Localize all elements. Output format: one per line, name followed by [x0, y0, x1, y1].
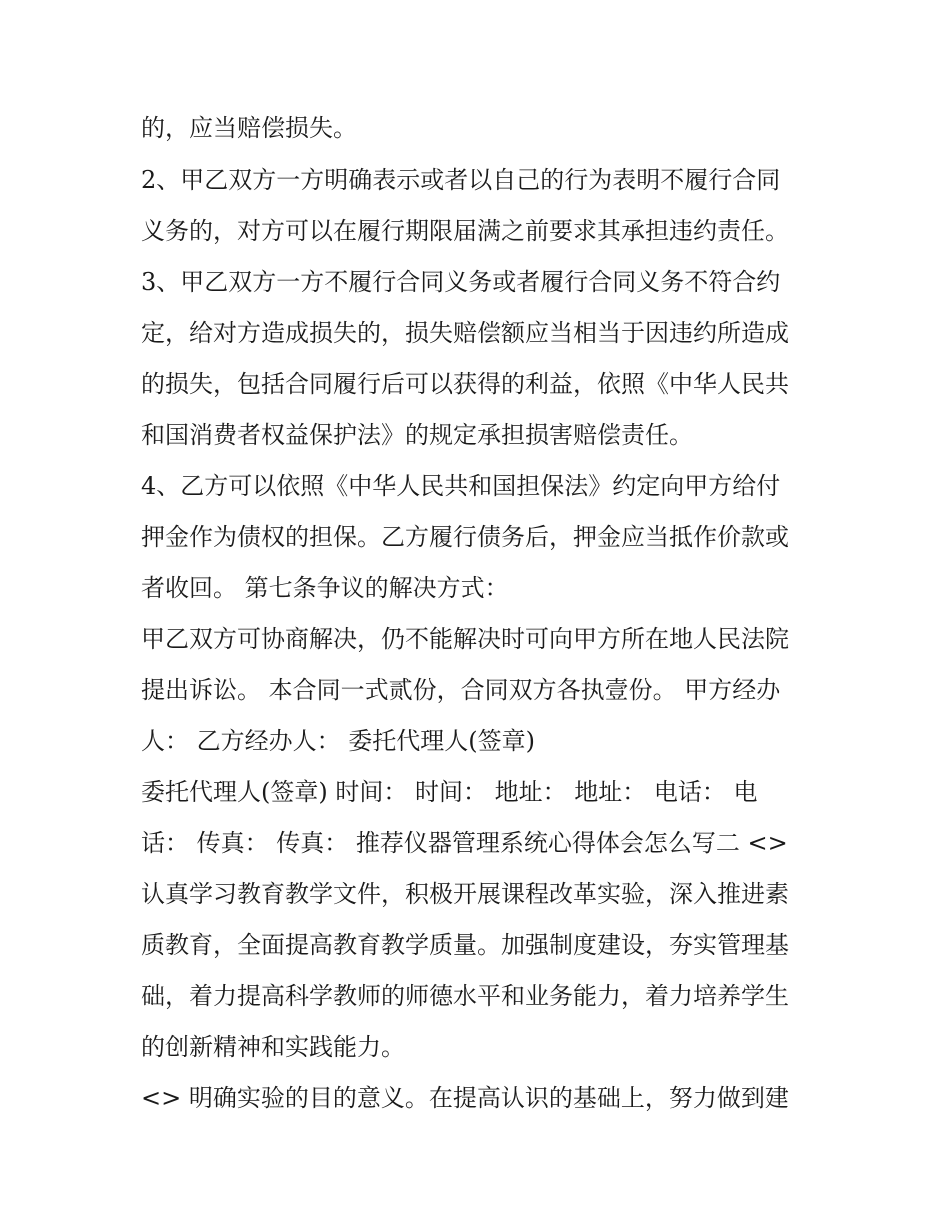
text-line: 委托代理人(签章) 时间： 时间： 地址： 地址： 电话： 电: [141, 778, 758, 806]
text-line: 定，给对方造成损失的，损失赔偿额应当相当于因违约所造成: [141, 319, 789, 347]
text-line: 2、甲乙双方一方明确表示或者以自己的行为表明不履行合同: [141, 166, 781, 194]
text-line: 质教育，全面提高教育教学质量。加强制度建设，夯实管理基: [141, 931, 789, 959]
text-line: 认真学习教育教学文件，积极开展课程改革实验，深入推进素: [141, 880, 789, 908]
text-line: 押金作为债权的担保。乙方履行债务后，押金应当抵作价款或: [141, 523, 789, 551]
text-line: 者收回。 第七条争议的解决方式：: [141, 574, 509, 602]
text-line: 人： 乙方经办人： 委托代理人(签章): [141, 727, 535, 755]
text-line: 提出诉讼。 本合同一式贰份，合同双方各执壹份。 甲方经办: [141, 676, 781, 704]
text-line: 的损失，包括合同履行后可以获得的利益，依照《中华人民共: [141, 370, 789, 398]
text-line: 和国消费者权益保护法》的规定承担损害赔偿责任。: [141, 421, 693, 449]
text-line: 的创新精神和实践能力。: [141, 1033, 405, 1061]
text-line: 甲乙双方可协商解决，仍不能解决时可向甲方所在地人民法院: [141, 625, 789, 653]
text-line: 义务的，对方可以在履行期限届满之前要求其承担违约责任。: [141, 217, 789, 245]
text-line: <> 明确实验的目的意义。在提高认识的基础上，努力做到建: [141, 1084, 789, 1112]
text-line: 4、乙方可以依照《中华人民共和国担保法》约定向甲方给付: [141, 472, 781, 500]
text-line: 础，着力提高科学教师的师德水平和业务能力，着力培养学生: [141, 982, 789, 1010]
text-line: 的，应当赔偿损失。: [141, 114, 357, 142]
text-line: 话： 传真： 传真： 推荐仪器管理系统心得体会怎么写二 <>: [141, 829, 788, 857]
text-line: 3、甲乙双方一方不履行合同义务或者履行合同义务不符合约: [141, 268, 781, 296]
